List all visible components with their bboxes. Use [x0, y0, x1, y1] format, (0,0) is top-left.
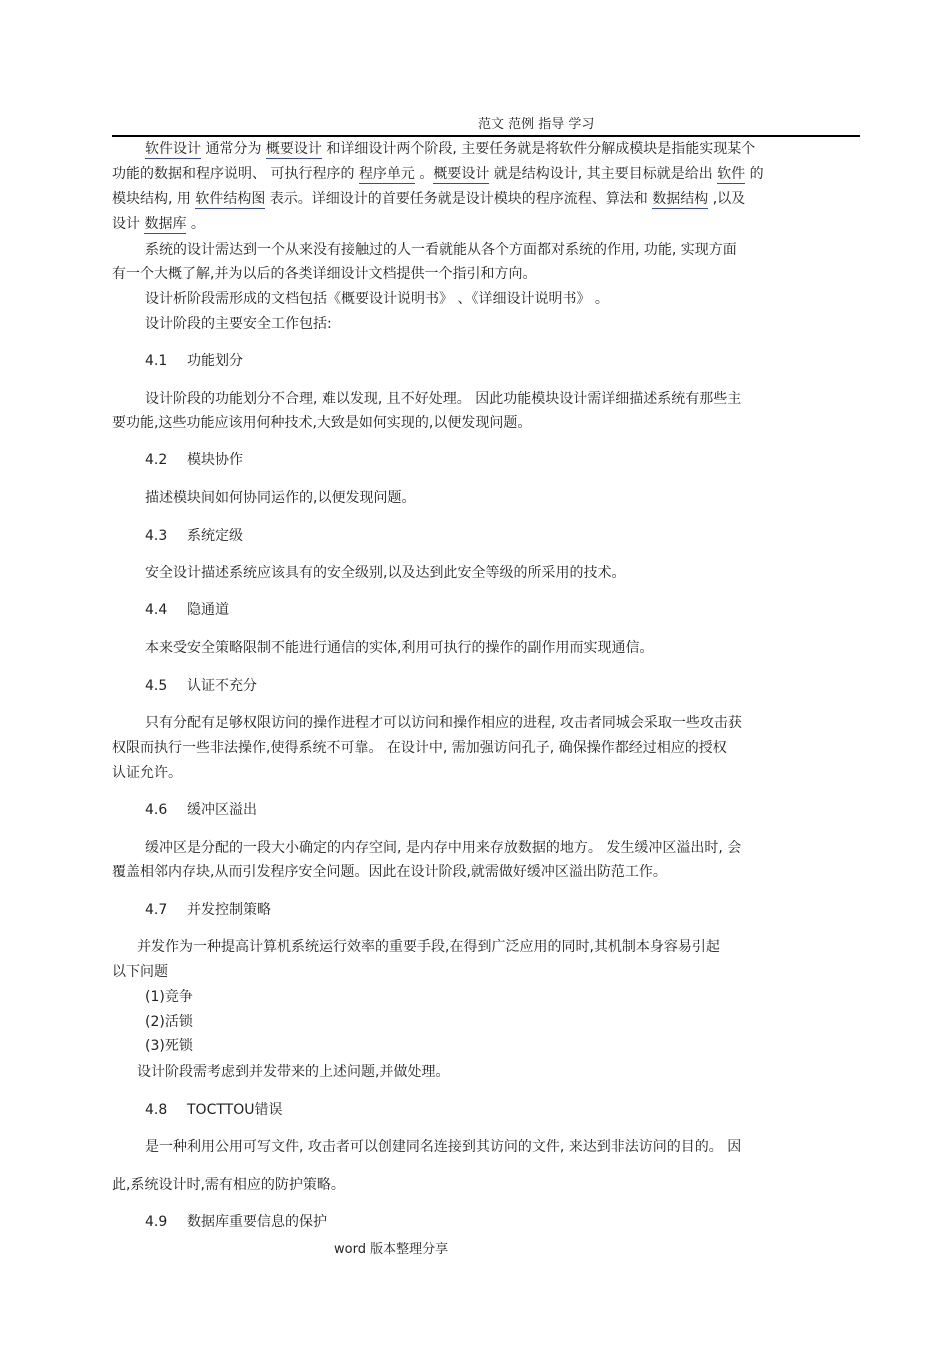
- link-software-design[interactable]: 软件设计: [145, 141, 201, 157]
- intro-line-1: 软件设计 通常分为 概要设计 和详细设计两个阶段, 主要任务就是将软件分解成模块是指能实现某个: [145, 141, 756, 157]
- section-4-7-line-2: 以下问题: [112, 964, 168, 980]
- section-heading-4-6: 4.6 缓冲区溢出: [145, 802, 257, 818]
- section-4-3-line-1: 安全设计描述系统应该具有的安全级别,以及达到此安全等级的所采用的技术。: [145, 565, 626, 581]
- section-4-5-line-1: 只有分配有足够权限访问的操作进程才可以访问和操作相应的进程, 攻击者同城会采取一些攻击获: [145, 715, 742, 731]
- section-4-1-line-2: 要功能,这些功能应该用何种技术,大致是如何实现的,以便发现问题。: [112, 415, 532, 431]
- section-4-7-line-1: 并发作为一种提高计算机系统运行效率的重要手段,在得到广泛应用的同时,其机制本身容易引起: [137, 939, 720, 955]
- link-database[interactable]: 数据库: [144, 216, 187, 232]
- intro-line-3: 模块结构, 用 软件结构图 表示。详细设计的首要任务就是设计模块的程序流程、算法和 数据结构 ,以及: [112, 191, 746, 207]
- list-item: (3)死锁: [145, 1038, 193, 1054]
- section-4-5-line-2: 权限而执行一些非法操作,使得系统不可靠。 在设计中, 需加强访问孔子, 确保操作都经过相应的授权: [112, 740, 727, 756]
- link-data-structure[interactable]: 数据结构: [652, 191, 709, 207]
- list-item: (2)活锁: [145, 1014, 193, 1030]
- section-4-8-line-1: 是一种利用公用可写文件, 攻击者可以创建同名连接到其访问的文件, 来达到非法访问的目的。 因: [145, 1139, 742, 1155]
- list-item: (1)竞争: [145, 989, 193, 1005]
- section-4-7-line-3: 设计阶段需考虑到并发带来的上述问题,并做处理。: [137, 1064, 450, 1080]
- header-rule: [112, 135, 860, 137]
- section-heading-4-3: 4.3 系统定级: [145, 528, 243, 544]
- section-4-5-line-3: 认证允许。: [112, 765, 182, 781]
- section-4-2-line-1: 描述模块间如何协同运作的,以便发现问题。: [145, 490, 416, 506]
- section-heading-4-9: 4.9 数据库重要信息的保护: [145, 1214, 327, 1230]
- section-heading-4-2: 4.2 模块协作: [145, 452, 243, 468]
- section-4-6-line-1: 缓冲区是分配的一段大小确定的内存空间, 是内存中用来存放数据的地方。 发生缓冲区溢出时, 会: [145, 840, 742, 856]
- paragraph-2-line-1: 系统的设计需达到一个从来没有接触过的人一看就能从各个方面都对系统的作用, 功能, 实现方面: [145, 242, 737, 258]
- link-overview-design-2[interactable]: 概要设计: [433, 166, 490, 182]
- page-footer: word 版本整理分享: [334, 1242, 449, 1257]
- paragraph-4: 设计阶段的主要安全工作包括:: [145, 316, 332, 332]
- page-header: 范文 范例 指导 学习: [478, 117, 595, 132]
- link-program-unit[interactable]: 程序单元: [358, 166, 415, 182]
- section-4-8-line-2: 此,系统设计时,需有相应的防护策略。: [112, 1177, 345, 1193]
- section-heading-4-7: 4.7 并发控制策略: [145, 902, 271, 918]
- section-heading-4-5: 4.5 认证不充分: [145, 678, 257, 694]
- intro-line-4: 设计 数据库 。: [112, 216, 205, 232]
- paragraph-3: 设计析阶段需形成的文档包括《概要设计说明书》 、《详细设计说明书》 。: [145, 291, 609, 307]
- link-software-structure-chart[interactable]: 软件结构图: [195, 191, 266, 207]
- section-heading-4-1: 4.1 功能划分: [145, 353, 243, 369]
- section-heading-4-4: 4.4 隐通道: [145, 602, 229, 618]
- link-overview-design[interactable]: 概要设计: [265, 141, 322, 157]
- section-4-6-line-2: 覆盖相邻内存块,从而引发程序安全问题。因此在设计阶段,就需做好缓冲区溢出防范工作。: [112, 864, 667, 880]
- section-heading-4-8: 4.8 TOCTTOU错误: [145, 1102, 283, 1118]
- intro-line-2: 功能的数据和程序说明、 可执行程序的 程序单元 。概要设计 就是结构设计, 其主要目标就是给出 软件 的: [112, 166, 764, 182]
- section-4-4-line-1: 本来受安全策略限制不能进行通信的实体,利用可执行的操作的副作用而实现通信。: [145, 640, 654, 656]
- section-4-1-line-1: 设计阶段的功能划分不合理, 难以发现, 且不好处理。 因此功能模块设计需详细描述系统有那些主: [145, 391, 742, 407]
- paragraph-2-line-2: 有一个大概了解,并为以后的各类详细设计文档提供一个指引和方向。: [112, 266, 537, 282]
- link-software[interactable]: 软件: [717, 166, 746, 182]
